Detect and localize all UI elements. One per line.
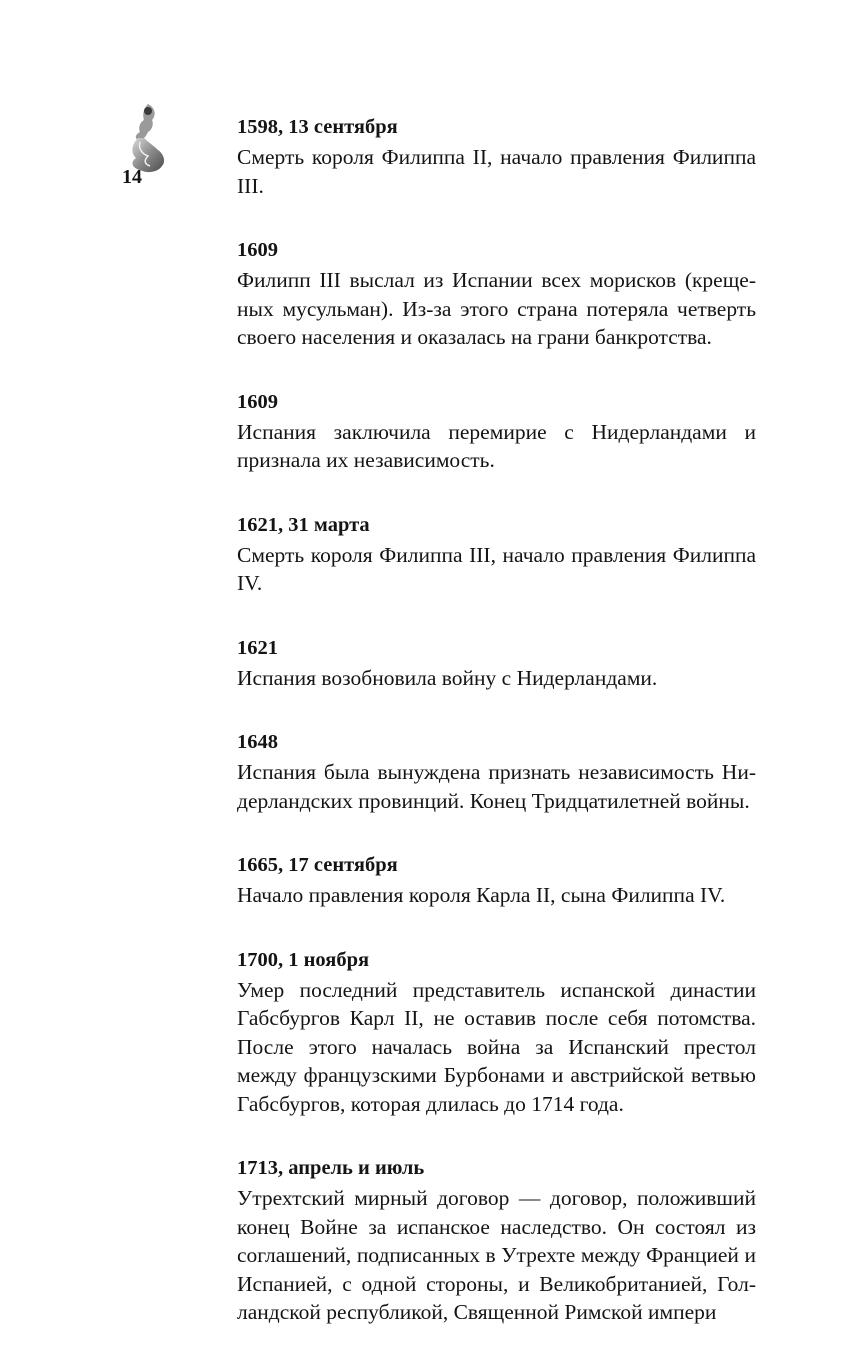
- timeline-entry: [237, 632, 756, 693]
- timeline-entry: [237, 111, 756, 200]
- entry-text: Смерть короля Филиппа II, начало правления Филиппа III.: [237, 145, 756, 198]
- entry-text: Испания заключила перемирие с Нидерландами и признала их независимость.: [237, 419, 756, 472]
- entry-text: Умер последний представитель испанской династии Габсбургов Карл II, не оставив после себя потомства. После этого началась война за Испанский престол между французскими Бурбонами и австрийской ветвью Габсбургов, которая длилась до 1714 года.: [237, 977, 756, 1116]
- timeline-entry: [237, 944, 756, 1119]
- entry-text: Утрехтский мирный договор — договор, положивший конец Войне за испанское наследство. Он состоял из соглашений, подписанных в Утрехте между Францией и Испанией, с одной стороны, и Великобританией, Голландской республикой, Священной Римской импери: [237, 1186, 756, 1324]
- entry-date: 1713, апрель и июль: [237, 1157, 425, 1179]
- entry-date: 1621, 31 марта: [237, 513, 370, 536]
- entry-date: 1598, 13 сентября: [237, 116, 398, 138]
- timeline-entry: [237, 726, 756, 815]
- entry-text: Испания возобновила войну с Нидерландами.: [237, 665, 658, 690]
- entry-date: 1609: [237, 390, 278, 413]
- timeline-entry: [237, 1152, 756, 1327]
- timeline-entry: [237, 509, 756, 598]
- timeline-entry: [237, 849, 756, 910]
- entry-date: 1621: [237, 636, 278, 659]
- chronology: [237, 111, 756, 1361]
- timeline-entry: [237, 386, 756, 475]
- entry-text: Филипп III выслал из Испании всех морисков (крещеных мусульман). Из-за этого страна потеряла четверть своего населения и оказалась на грани банкротства.: [237, 268, 756, 349]
- entry-date: 1665, 17 сентября: [237, 854, 398, 876]
- entry-text: Начало правления короля Карла II, сына Филиппа IV.: [237, 883, 726, 907]
- entry-date: 1700, 1 ноября: [237, 948, 370, 971]
- entry-text: Испания была вынуждена признать независимость Нидерландских провинций. Конец Тридцатилетней войны.: [237, 760, 756, 813]
- timeline-entry: [237, 234, 756, 352]
- entry-date: 1609: [237, 239, 278, 261]
- page-number: 14: [122, 166, 142, 188]
- entry-text: Смерть короля Филиппа III, начало правления Филиппа IV.: [237, 542, 756, 595]
- entry-date: 1648: [237, 731, 278, 753]
